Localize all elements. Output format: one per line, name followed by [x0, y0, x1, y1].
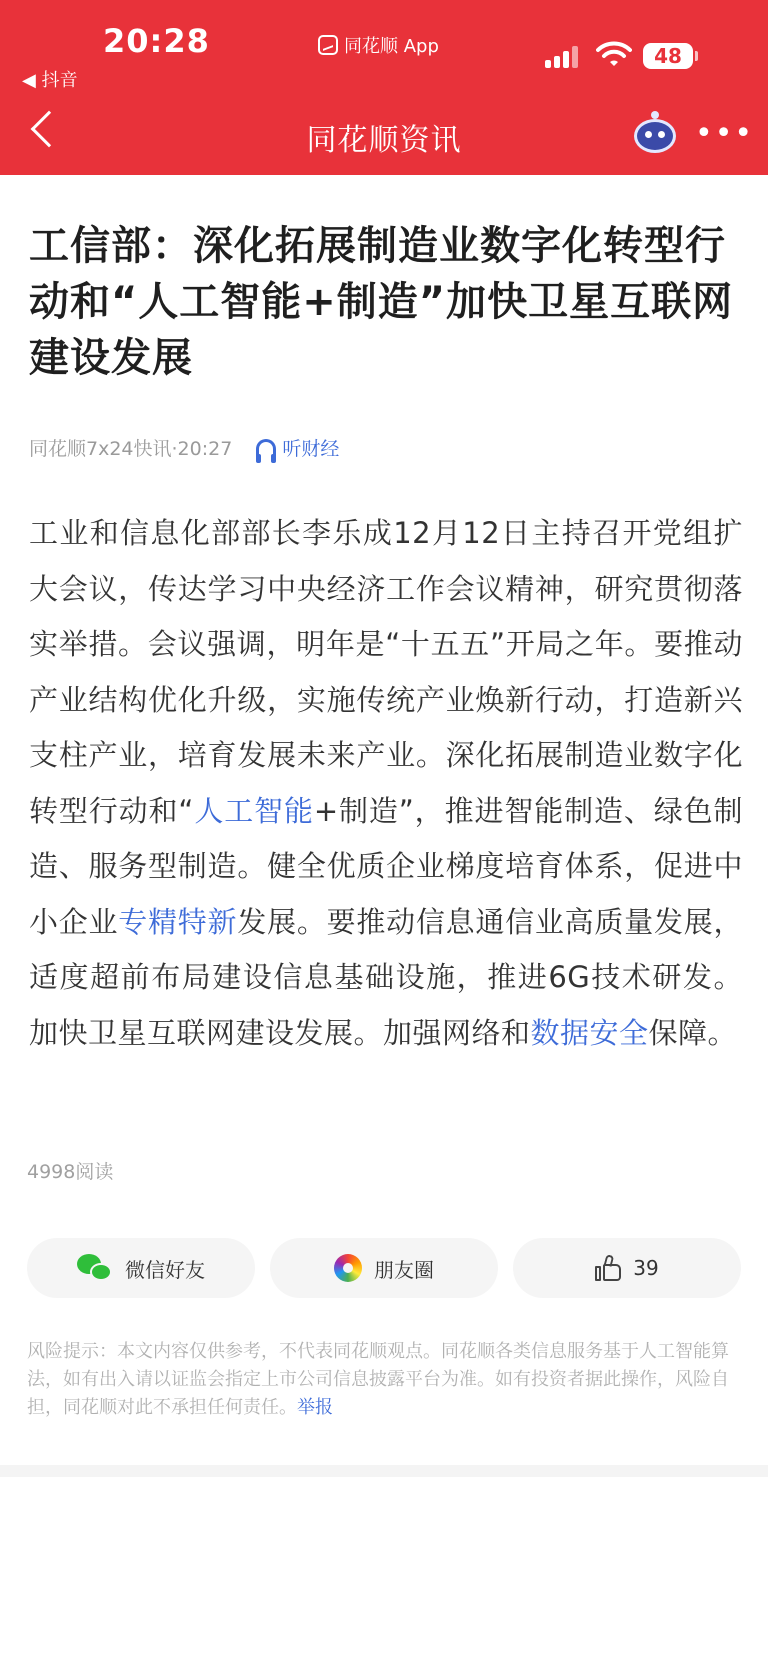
- share-moments-button[interactable]: [270, 1238, 498, 1298]
- body-text-1: 工业和信息化部部长李乐成12月12日主持召开党组扩大会议，传达学习中央经济工作会议精神，研究贯彻落实举措。会议强调，明年是“十五五”开局之年。要推动产业结构优化升级，实施传统产业焕新行动，打造新兴支柱产业，培育发展未来产业。深化拓展制造业数字化转型行动和“: [29, 516, 743, 828]
- body-text-3: 发展。要推动信息通信业高质量发展，适度超前布局建设信息基础设施，推进6G技术研发。加快卫星互联网建设发展。加强网络和: [29, 904, 743, 1050]
- share-moments-label: 朋友圈: [374, 1257, 434, 1282]
- share-wechat-label: 微信好友: [125, 1257, 205, 1282]
- article-meta: [29, 434, 339, 461]
- listen-button[interactable]: [256, 434, 339, 461]
- headphone-icon: [256, 439, 276, 457]
- moments-icon: [334, 1254, 362, 1282]
- article-title: 工信部：深化拓展制造业数字化转型行动和“人工智能+制造”加快卫星互联网建设发展: [29, 223, 734, 381]
- page-title: 同花顺资讯: [306, 123, 462, 158]
- wifi-icon: [596, 40, 632, 68]
- share-wechat-button[interactable]: [27, 1238, 255, 1298]
- article-body: [29, 506, 743, 1061]
- risk-disclaimer: [27, 1338, 741, 1422]
- like-button[interactable]: [513, 1238, 741, 1298]
- battery-icon: 48: [643, 43, 693, 69]
- robot-assistant-icon[interactable]: [634, 113, 676, 153]
- share-bar: [27, 1238, 741, 1298]
- thumbs-up-icon: [595, 1255, 621, 1281]
- like-count: 39: [633, 1256, 659, 1280]
- status-center-app: [318, 32, 439, 58]
- app-header: [0, 0, 768, 175]
- report-link[interactable]: 举报: [297, 1397, 333, 1418]
- keyword-link-specialized[interactable]: 专精特新: [118, 904, 238, 939]
- status-time: 20:28: [103, 22, 210, 60]
- disclaimer-text: 风险提示：本文内容仅供参考，不代表同花顺观点。同花顺各类信息服务基于人工智能算法，如有出入请以证监会指定上市公司信息披露平台为准。如有投资者据此操作，风险自担，同花顺对此不承担任何责任。: [27, 1341, 729, 1418]
- status-center-label: 同花顺 App: [344, 36, 439, 57]
- keyword-link-ai[interactable]: 人工智能: [193, 793, 314, 828]
- body-text-4: 保障。: [648, 1015, 738, 1050]
- read-count: 4998阅读: [27, 1161, 114, 1183]
- section-divider: [0, 1465, 768, 1477]
- wechat-icon: [77, 1254, 113, 1282]
- article-source-time: 同花顺7x24快讯·20:27: [29, 438, 233, 460]
- back-to-app-link[interactable]: ◀ 抖音: [22, 70, 78, 91]
- app-logo-icon: [318, 35, 338, 55]
- keyword-link-data-security[interactable]: 数据安全: [530, 1015, 649, 1050]
- listen-label: 听财经: [282, 438, 340, 460]
- body-text-2: +制造”，推进智能制造、绿色制造、服务型制造。健全优质企业梯度培育体系，促进中小企业: [29, 793, 743, 939]
- more-options-icon[interactable]: •••: [695, 116, 755, 151]
- signal-icon: [545, 46, 578, 68]
